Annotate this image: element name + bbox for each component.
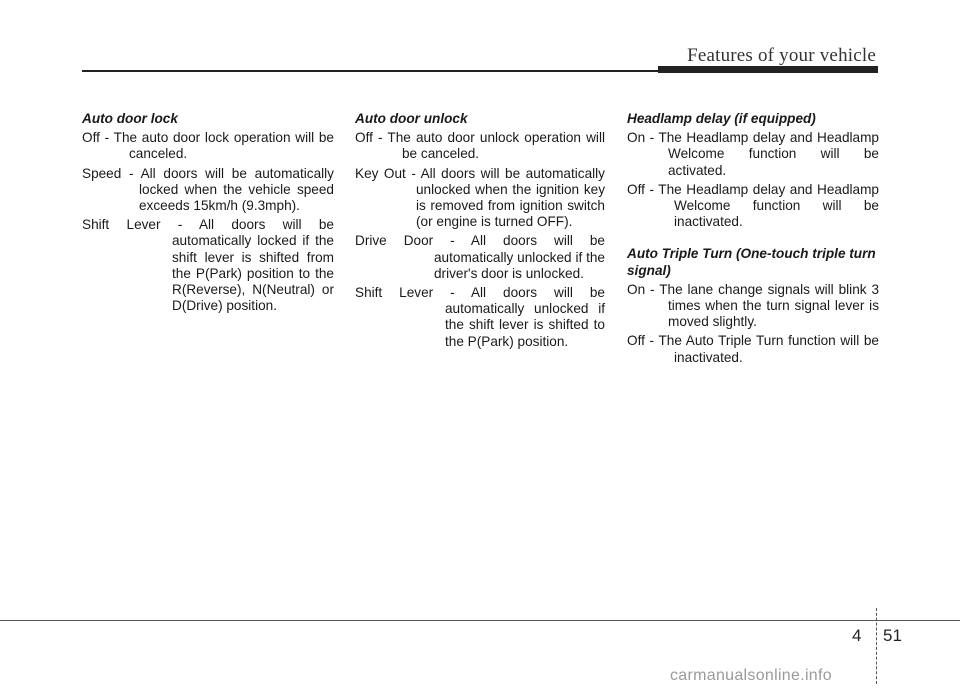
setting-term: Off	[355, 130, 373, 146]
section-heading: Headlamp delay (if equipped)	[627, 111, 816, 126]
term-separator: -	[433, 233, 471, 249]
term-separator: -	[160, 217, 199, 233]
term-separator: -	[644, 333, 659, 349]
chapter-number: 4	[852, 626, 862, 645]
setting-term: Drive Door	[355, 233, 434, 249]
term-separator: -	[645, 130, 659, 146]
section-heading: Auto Triple Turn (One-touch triple turn signal)	[627, 246, 876, 278]
setting-entry	[627, 333, 879, 365]
header-rule-accent	[658, 66, 878, 73]
setting-description: All doors will be automatically unlocked when the ignition key is removed from ignition switch (or engine is turned OFF).	[416, 165, 605, 230]
setting-term: Off	[627, 333, 645, 349]
section-heading: Auto door lock	[82, 111, 178, 126]
page-title: Features of your vehicle	[687, 45, 876, 66]
setting-entry	[82, 130, 334, 162]
footer-divider	[876, 608, 877, 684]
setting-entry	[627, 130, 879, 179]
setting-description: The Auto Triple Turn function will be inactivated.	[658, 333, 879, 365]
setting-description: The Headlamp delay and Headlamp Welcome function will be inactivated.	[658, 181, 879, 230]
term-separator: -	[121, 165, 141, 181]
setting-description: The lane change signals will blink 3 times when the turn signal lever is moved slightly.	[659, 281, 880, 330]
setting-term: On	[627, 130, 646, 146]
footer-rule	[0, 620, 960, 621]
setting-description: All doors will be automatically unlocked if the shift lever is shifted to the P(Park) position.	[445, 285, 605, 349]
setting-entry	[355, 130, 605, 162]
term-separator: -	[644, 181, 659, 197]
page-number: 51	[883, 626, 902, 645]
setting-description: The Headlamp delay and Headlamp Welcome function will be activated.	[658, 130, 879, 178]
column-2	[355, 111, 605, 353]
column-3	[627, 111, 879, 369]
setting-entry	[627, 182, 879, 231]
setting-entry	[355, 166, 605, 231]
term-separator: -	[99, 130, 114, 146]
setting-entry	[355, 285, 605, 350]
setting-term: Speed	[82, 165, 122, 181]
setting-description: All doors will be automatically locked when the vehicle speed exceeds 15km/h (9.3mph).	[139, 165, 334, 214]
setting-term: On	[627, 281, 646, 297]
setting-description: The auto door lock operation will be canceled.	[113, 130, 334, 162]
watermark: carmanualsonline.info	[670, 667, 832, 684]
setting-term: Shift Lever	[355, 285, 434, 301]
section-heading: Auto door unlock	[355, 111, 468, 126]
setting-entry	[82, 166, 334, 215]
setting-term: Off	[627, 181, 645, 197]
setting-entry	[82, 217, 334, 314]
term-separator: -	[645, 281, 660, 297]
term-separator: -	[405, 165, 421, 181]
setting-term: Off	[82, 130, 100, 146]
setting-description: All doors will be automatically unlocked if the driver's door is unlocked.	[434, 233, 605, 281]
setting-term: Shift Lever	[82, 217, 161, 233]
setting-entry	[355, 233, 605, 282]
setting-description: All doors will be automatically locked if the shift lever is shifted from the P(Park) position to the R(Reverse), N(Neutral) or D(Drive) position.	[172, 217, 334, 314]
setting-entry	[627, 282, 879, 331]
term-separator: -	[433, 285, 471, 301]
setting-description: The auto door unlock operation will be canceled.	[387, 130, 605, 162]
setting-term: Key Out	[355, 165, 406, 181]
term-separator: -	[372, 130, 388, 146]
column-1	[82, 111, 334, 317]
